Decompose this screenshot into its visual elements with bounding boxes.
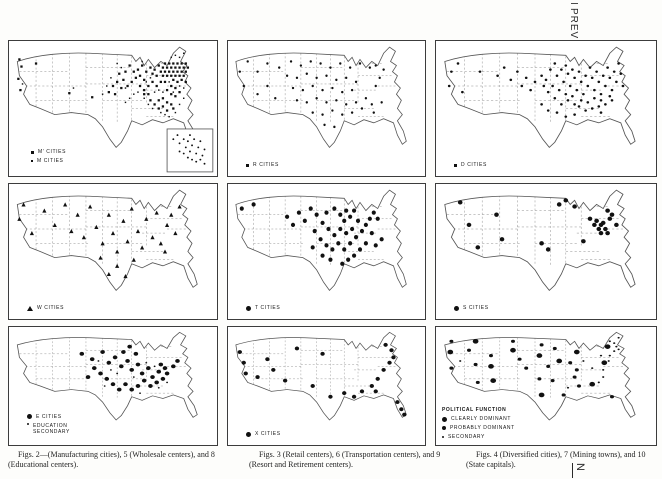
legend-label: E CITIES <box>36 414 62 420</box>
us-map-svg <box>9 184 217 319</box>
legend-label: S CITIES <box>463 305 489 311</box>
map-legend <box>27 302 64 311</box>
map-legend <box>27 411 87 435</box>
legend-item <box>246 305 280 311</box>
us-map-svg <box>436 41 656 176</box>
legend-label: R CITIES <box>253 162 279 168</box>
legend-label: X CITIES <box>255 431 281 437</box>
legend-label: CLEARLY DOMINANT <box>451 416 511 422</box>
map-fig2-manufacturing <box>8 40 218 177</box>
legend-item <box>454 162 487 168</box>
us-map <box>9 184 217 319</box>
dot-sm-marker-icon <box>27 423 29 425</box>
legend-item <box>27 305 64 311</box>
dot-sm-marker-icon <box>442 436 444 438</box>
legend-item <box>246 431 281 437</box>
legend-label: M CITIES <box>37 158 64 164</box>
map-legend <box>454 302 489 311</box>
dot-lg-marker-icon <box>27 414 32 419</box>
square-sm-marker-icon <box>31 160 33 162</box>
prev-nav-tick <box>571 3 578 4</box>
figure-caption: Figs. 2—(Manufacturing cities), 5 (Wholesale centers), and 8 (Educational centers). <box>8 450 215 469</box>
legend-item <box>27 423 87 435</box>
legend-label: W CITIES <box>37 305 65 311</box>
map-fig6-transportation <box>227 183 426 320</box>
square-lg-marker-icon <box>246 164 249 167</box>
legend-title: POLITICAL FUNCTION <box>442 407 507 413</box>
us-map <box>436 41 656 176</box>
prev-nav-link[interactable]: PREV <box>568 8 579 40</box>
map-fig7-mining <box>435 183 657 320</box>
next-nav-link[interactable]: N <box>572 463 586 478</box>
dot-md-marker-icon <box>442 426 446 430</box>
dot-lg-marker-icon <box>246 432 251 437</box>
map-fig8-educational <box>8 326 218 446</box>
map-legend <box>442 407 515 440</box>
legend-item <box>454 305 489 311</box>
us-map <box>228 41 425 176</box>
map-legend <box>246 428 281 437</box>
legend-item <box>27 414 87 420</box>
square-lg-marker-icon <box>454 164 457 167</box>
map-legend <box>454 159 487 168</box>
figure-grid <box>8 40 657 446</box>
square-lg-marker-icon <box>31 151 34 154</box>
legend-item <box>31 158 66 164</box>
legend-item <box>442 434 515 440</box>
map-fig5-wholesale <box>8 183 218 320</box>
us-map-svg <box>228 184 425 319</box>
us-map-svg <box>228 41 425 176</box>
legend-label: M′ CITIES <box>38 149 67 155</box>
us-map <box>228 184 425 319</box>
legend-item <box>246 162 279 168</box>
legend-item <box>31 149 66 155</box>
legend-item <box>442 416 515 422</box>
legend-label: D CITIES <box>461 162 487 168</box>
legend-item <box>442 425 515 431</box>
legend-label: T CITIES <box>255 305 281 311</box>
map-legend <box>246 302 280 311</box>
us-map <box>436 184 656 319</box>
us-map-svg <box>436 184 656 319</box>
figure-caption: Figs. 4 (Diversified cities), 7 (Mining towns), and 10 (State capitals). <box>466 450 646 469</box>
map-fig10-capitals <box>435 326 657 446</box>
legend-label: EDUCATION SECONDARY <box>33 423 70 435</box>
map-fig9-resort <box>227 326 426 446</box>
triangle-marker-icon <box>27 306 33 311</box>
legend-label: SECONDARY <box>448 434 485 440</box>
map-fig4-diversified <box>435 40 657 177</box>
map-legend <box>31 146 66 164</box>
dot-lg-marker-icon <box>442 417 447 422</box>
legend-label: PROBABLY DOMINANT <box>450 425 515 431</box>
map-legend <box>246 159 279 168</box>
map-fig3-retail <box>227 40 426 177</box>
figure-caption: Figs. 3 (Retail centers), 6 (Transportation centers), and 9 (Resort and Retirement centers). <box>249 450 441 469</box>
dot-lg-marker-icon <box>246 306 251 311</box>
dot-lg-marker-icon <box>454 306 459 311</box>
